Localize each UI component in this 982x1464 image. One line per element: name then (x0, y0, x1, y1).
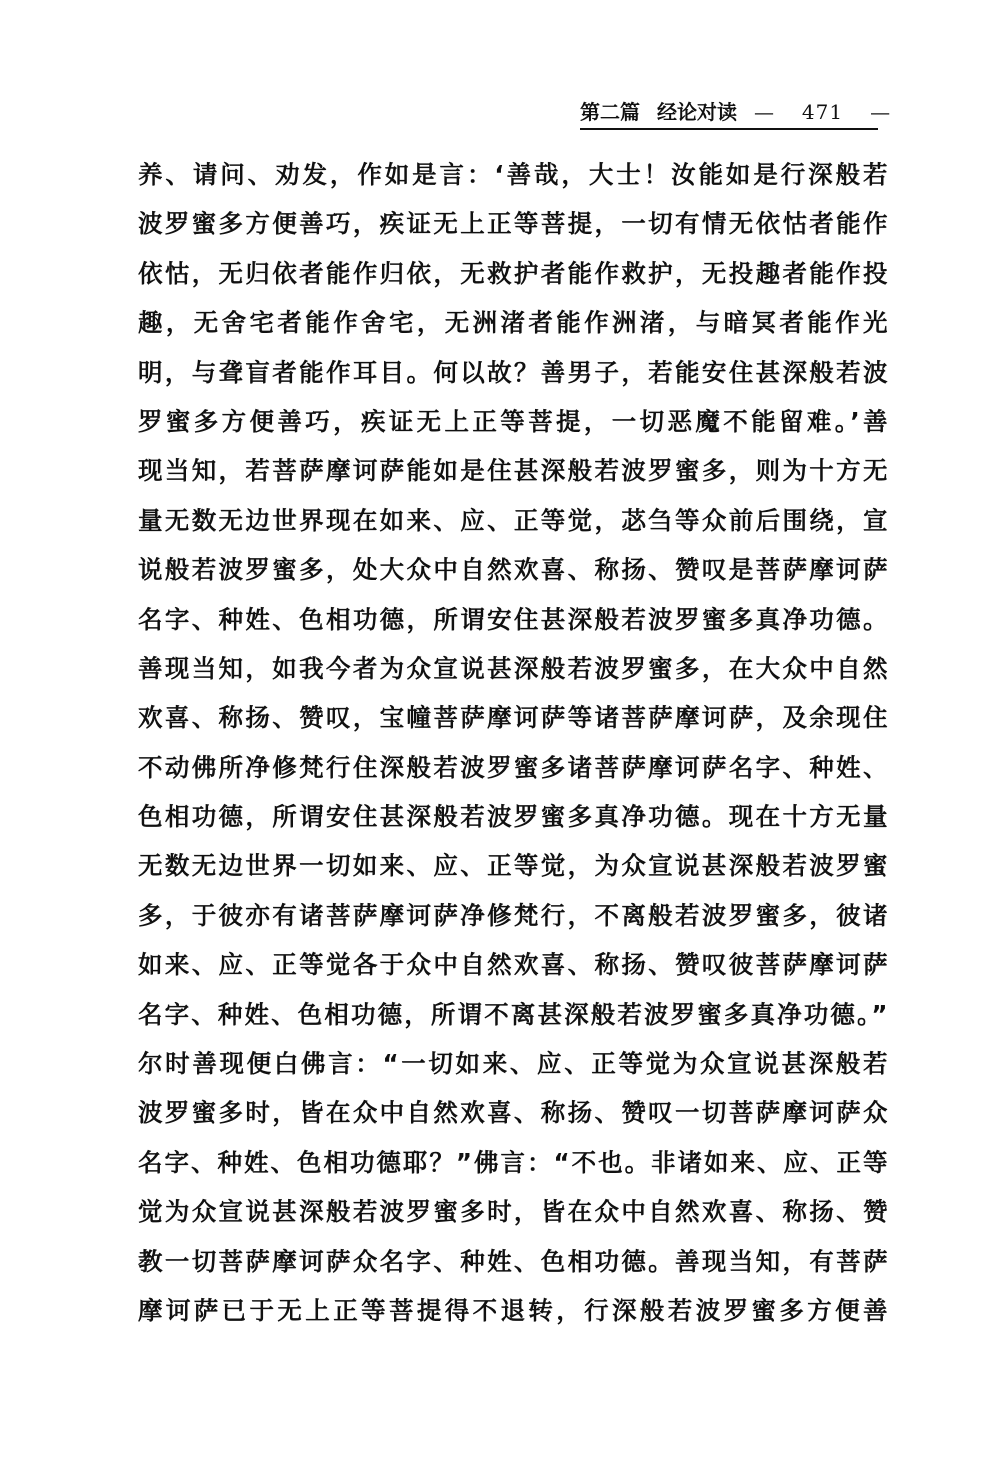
page-number: 471 (801, 100, 844, 124)
text-line: 名字、种姓、色相功德，所谓安住甚深般若波罗蜜多真净功德。 (138, 604, 888, 634)
section-label: 第二篇 (580, 100, 640, 124)
dash-right: — (870, 100, 892, 124)
text-line: 名字、种姓、色相功德，所谓不离甚深般若波罗蜜多真净功德。” (138, 999, 888, 1029)
header-rule (580, 128, 878, 130)
text-line: 现当知，若菩萨摩诃萨能如是住甚深般若波罗蜜多，则为十方无 (138, 456, 888, 486)
header-title: 经论对读 (656, 100, 737, 124)
text-line: 说般若波罗蜜多，处大众中自然欢喜、称扬、赞叹是菩萨摩诃萨 (138, 555, 888, 585)
text-line: 趣，无舍宅者能作舍宅，无洲渚者能作洲渚，与暗冥者能作光 (138, 308, 888, 338)
text-line: 如来、应、正等觉各于众中自然欢喜、称扬、赞叹彼菩萨摩诃萨 (138, 950, 888, 980)
text-line: 明，与聋盲者能作耳目。何以故？善男子，若能安住甚深般若波 (138, 357, 888, 387)
text-line: 摩诃萨已于无上正等菩提得不退转，行深般若波罗蜜多方便善 (138, 1295, 888, 1325)
running-header (580, 96, 892, 130)
text-line: 教一切菩萨摩诃萨众名字、种姓、色相功德。善现当知，有菩萨 (138, 1246, 888, 1276)
text-line: 觉为众宣说甚深般若波罗蜜多时，皆在众中自然欢喜、称扬、赞 (138, 1197, 888, 1227)
text-line: 无数无边世界一切如来、应、正等觉，为众宣说甚深般若波罗蜜 (138, 851, 888, 881)
text-line: 欢喜、称扬、赞叹，宝幢菩萨摩诃萨等诸菩萨摩诃萨，及余现住 (138, 703, 888, 733)
body-text (138, 150, 888, 1335)
text-line: 量无数无边世界现在如来、应、正等觉，苾刍等众前后围绕，宣 (138, 505, 888, 535)
text-line: 善现当知，如我今者为众宣说甚深般若波罗蜜多，在大众中自然 (138, 653, 888, 683)
dash-left: — (753, 100, 775, 124)
text-line: 依怙，无归依者能作归依，无救护者能作救护，无投趣者能作投 (138, 258, 888, 288)
text-line: 名字、种姓、色相功德耶？”佛言：“不也。非诸如来、应、正等 (138, 1147, 888, 1177)
text-line: 尔时善现便白佛言：“一切如来、应、正等觉为众宣说甚深般若 (138, 1049, 888, 1079)
text-line: 波罗蜜多时，皆在众中自然欢喜、称扬、赞叹一切菩萨摩诃萨众 (138, 1098, 888, 1128)
text-line: 多，于彼亦有诸菩萨摩诃萨净修梵行，不离般若波罗蜜多，彼诸 (138, 900, 888, 930)
text-line: 养、请问、劝发，作如是言：‘善哉，大士！汝能如是行深般若 (138, 160, 888, 189)
text-line: 不动佛所净修梵行住深般若波罗蜜多诸菩萨摩诃萨名字、种姓、 (138, 752, 888, 782)
text-line: 罗蜜多方便善巧，疾证无上正等菩提，一切恶魔不能留难。’善 (138, 406, 888, 436)
text-line: 波罗蜜多方便善巧，疾证无上正等菩提，一切有情无依怙者能作 (138, 209, 888, 239)
text-line: 色相功德，所谓安住甚深般若波罗蜜多真净功德。现在十方无量 (138, 802, 888, 832)
